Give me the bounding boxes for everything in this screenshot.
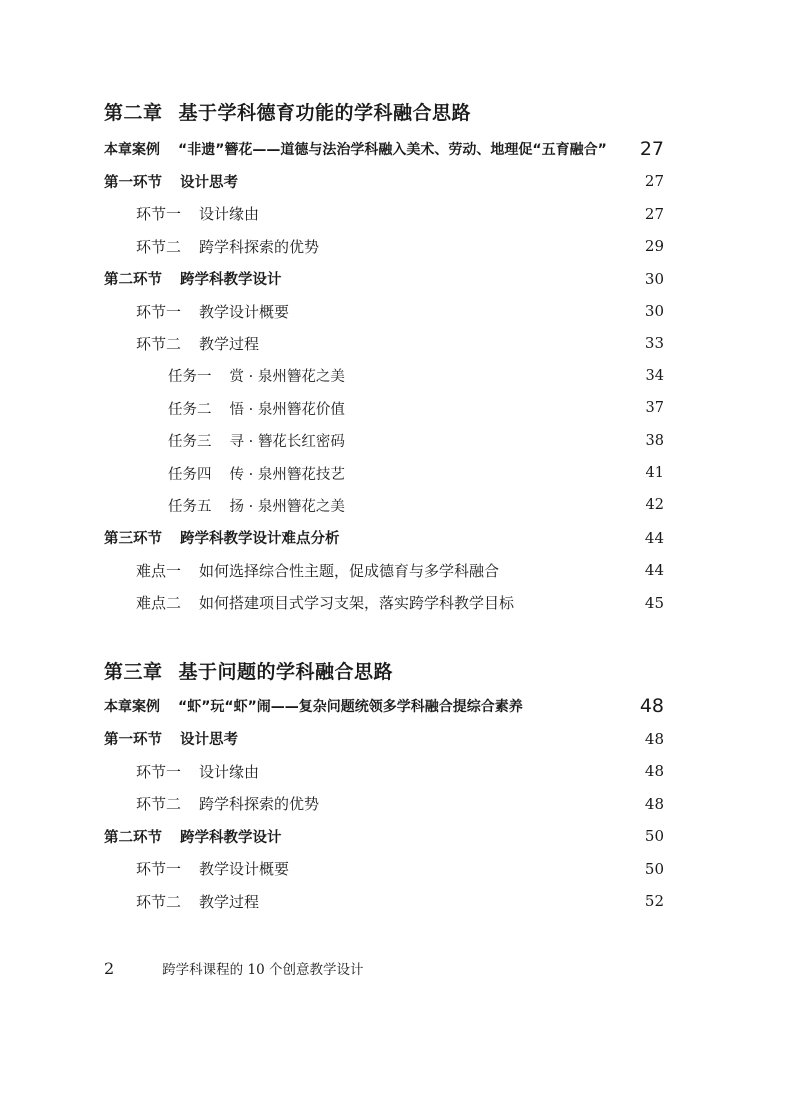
toc-entry-label	[168, 430, 624, 451]
toc-entry-tag: 第一环节	[104, 174, 162, 191]
toc-entry-page-number: 44	[644, 528, 664, 547]
toc-entry-label	[104, 527, 624, 548]
toc-entry-text: 跨学科探索的优势	[199, 795, 320, 813]
toc-entry-tag: 任务一	[168, 369, 212, 386]
toc-entry-text: “非遗”簪花——道德与法治学科融入美术、劳动、地理促“五育融合”	[178, 142, 607, 158]
toc-entry-label	[136, 301, 624, 322]
toc-entry-label	[168, 463, 624, 484]
toc-entry-text: 设计缘由	[199, 762, 260, 781]
toc-entry-label	[136, 236, 624, 257]
chapter-title: 基于学科德育功能的学科融合思路	[178, 102, 472, 124]
toc-entry-sub[interactable]	[104, 330, 664, 356]
toc-entry-tag: 环节一	[136, 860, 182, 878]
chapter-number: 第三章	[104, 661, 163, 683]
toc-entry-text: 跨学科教学设计	[180, 829, 282, 846]
toc-entry-tag: 环节一	[136, 302, 182, 321]
toc-entry-tag: 任务五	[168, 498, 212, 515]
toc-entry-tag: 难点二	[136, 594, 182, 613]
toc-entry-text: 教学设计概要	[199, 860, 290, 878]
toc-entry-label	[136, 793, 624, 814]
toc-entry-page-number: 30	[644, 269, 664, 288]
toc-entry-tag: 环节一	[136, 762, 182, 781]
toc-entry-section[interactable]	[104, 823, 664, 849]
toc-entry-page-number: 27	[644, 204, 664, 223]
toc-entry-page-number: 34	[645, 367, 664, 384]
toc-entry-tag: 环节二	[136, 795, 182, 813]
toc-entry-label	[168, 495, 624, 516]
toc-entry-tag: 任务二	[168, 401, 212, 418]
toc-entry-label	[136, 592, 624, 613]
toc-entry-text: 如何选择综合性主题，促成德育与多学科融合	[199, 561, 500, 580]
toc-entry-text: 设计思考	[180, 174, 238, 191]
toc-entry-label	[168, 365, 624, 386]
toc-entry-label	[104, 139, 624, 159]
toc-entry-label	[136, 761, 624, 782]
footer-page-number: 2	[104, 959, 115, 978]
toc-entry-label	[136, 858, 624, 879]
chapter-title: 基于问题的学科融合思路	[178, 661, 394, 683]
toc-entry-page-number: 48	[644, 762, 664, 780]
toc-entry-label	[136, 560, 624, 581]
toc-entry-page-number: 27	[639, 138, 664, 160]
toc-entry-text: 设计缘由	[199, 205, 260, 224]
toc-entry-page-number: 52	[644, 892, 664, 910]
toc-entry-text: 教学设计概要	[199, 302, 290, 321]
toc-entry-page-number: 50	[644, 827, 664, 845]
toc-entry-tag: 第三环节	[104, 531, 162, 548]
toc-entry-label	[136, 333, 624, 354]
toc-entry-page-number: 42	[645, 497, 664, 514]
toc-entry-page-number: 27	[644, 172, 664, 191]
toc-entry-page-number: 48	[644, 729, 664, 748]
toc-entry-text: 悟 · 泉州簪花价值	[229, 401, 345, 418]
toc-entry-tag: 难点一	[136, 561, 182, 580]
toc-entry-text: 跨学科探索的优势	[199, 237, 320, 256]
toc-entry-page-number: 33	[644, 334, 664, 353]
toc-entry-sub[interactable]	[104, 590, 664, 616]
toc-entry-page-number: 37	[645, 400, 664, 417]
toc-entry-sub[interactable]	[104, 233, 664, 259]
toc-entry-tag: 环节一	[136, 205, 182, 224]
toc-entry-section[interactable]	[104, 168, 664, 194]
toc-entry-tag: 本章案例	[104, 699, 160, 715]
toc-entry-page-number: 50	[644, 859, 664, 878]
page-footer	[104, 958, 363, 978]
toc-entry-label	[104, 171, 624, 192]
toc-entry-tag: 任务四	[168, 466, 212, 483]
toc-entry-text: 跨学科教学设计难点分析	[180, 531, 340, 548]
toc-entry-tag: 环节二	[136, 334, 182, 353]
footer-book-title: 跨学科课程的 10 个创意教学设计	[162, 962, 364, 978]
toc-entry-text: 扬 · 泉州簪花之美	[229, 498, 345, 515]
toc-entry-tag: 第二环节	[104, 272, 162, 289]
toc-entry-page-number: 41	[645, 465, 664, 481]
toc-entry-task[interactable]	[104, 428, 664, 454]
toc-entry-case[interactable]	[104, 693, 664, 719]
chapter-heading	[104, 98, 471, 125]
toc-entry-page-number: 44	[644, 561, 664, 580]
toc-entry-label	[104, 696, 624, 716]
toc-entry-label	[104, 268, 624, 289]
toc-entry-section[interactable]	[104, 266, 664, 292]
toc-entry-sub[interactable]	[104, 856, 664, 882]
toc-entry-label	[136, 891, 624, 912]
toc-entry-sub[interactable]	[104, 557, 664, 583]
chapter-heading	[104, 657, 393, 684]
toc-entry-task[interactable]	[104, 363, 664, 389]
toc-entry-text: 如何搭建项目式学习支架，落实跨学科教学目标	[199, 594, 515, 613]
toc-entry-sub[interactable]	[104, 201, 664, 227]
toc-entry-tag: 环节二	[136, 892, 182, 911]
toc-entry-label	[104, 826, 624, 847]
toc-entry-text: 教学过程	[199, 334, 260, 353]
toc-entry-task[interactable]	[104, 460, 664, 486]
toc-entry-label	[104, 728, 624, 749]
toc-entry-text: 教学过程	[199, 892, 260, 911]
toc-entry-text: 传 · 泉州簪花技艺	[229, 466, 345, 483]
toc-entry-page-number: 29	[644, 237, 664, 256]
toc-entry-text: “虾”玩“虾”闹——复杂问题统领多学科融合提综合素养	[178, 699, 523, 715]
toc-entry-label	[136, 203, 624, 224]
toc-entry-tag: 本章案例	[104, 142, 160, 158]
toc-entry-tag: 第一环节	[104, 732, 162, 748]
toc-entry-tag: 第二环节	[104, 829, 162, 846]
toc-entry-task[interactable]	[104, 492, 664, 518]
toc-entry-page-number: 48	[639, 695, 664, 717]
toc-entry-task[interactable]	[104, 395, 664, 421]
toc-entry-case[interactable]	[104, 136, 664, 162]
toc-entry-tag: 环节二	[136, 237, 182, 256]
toc-entry-sub[interactable]	[104, 888, 664, 914]
chapter-number: 第二章	[104, 102, 163, 124]
toc-entry-sub[interactable]	[104, 298, 664, 324]
toc-entry-page-number: 45	[644, 593, 664, 612]
toc-entry-section[interactable]	[104, 525, 664, 551]
toc-entry-label	[168, 398, 624, 419]
toc-entry-page-number: 48	[644, 794, 664, 813]
toc-entry-section[interactable]	[104, 726, 664, 752]
toc-entry-tag: 任务三	[168, 434, 212, 451]
toc-entry-sub[interactable]	[104, 758, 664, 784]
toc-entry-text: 跨学科教学设计	[180, 272, 282, 289]
toc-entry-text: 寻 · 簪花长红密码	[229, 434, 345, 451]
toc-entry-page-number: 30	[644, 302, 664, 320]
toc-entry-sub[interactable]	[104, 791, 664, 817]
toc-entry-page-number: 38	[645, 432, 664, 449]
toc-entry-text: 设计思考	[180, 732, 238, 748]
toc-entry-text: 赏 · 泉州簪花之美	[229, 369, 345, 386]
